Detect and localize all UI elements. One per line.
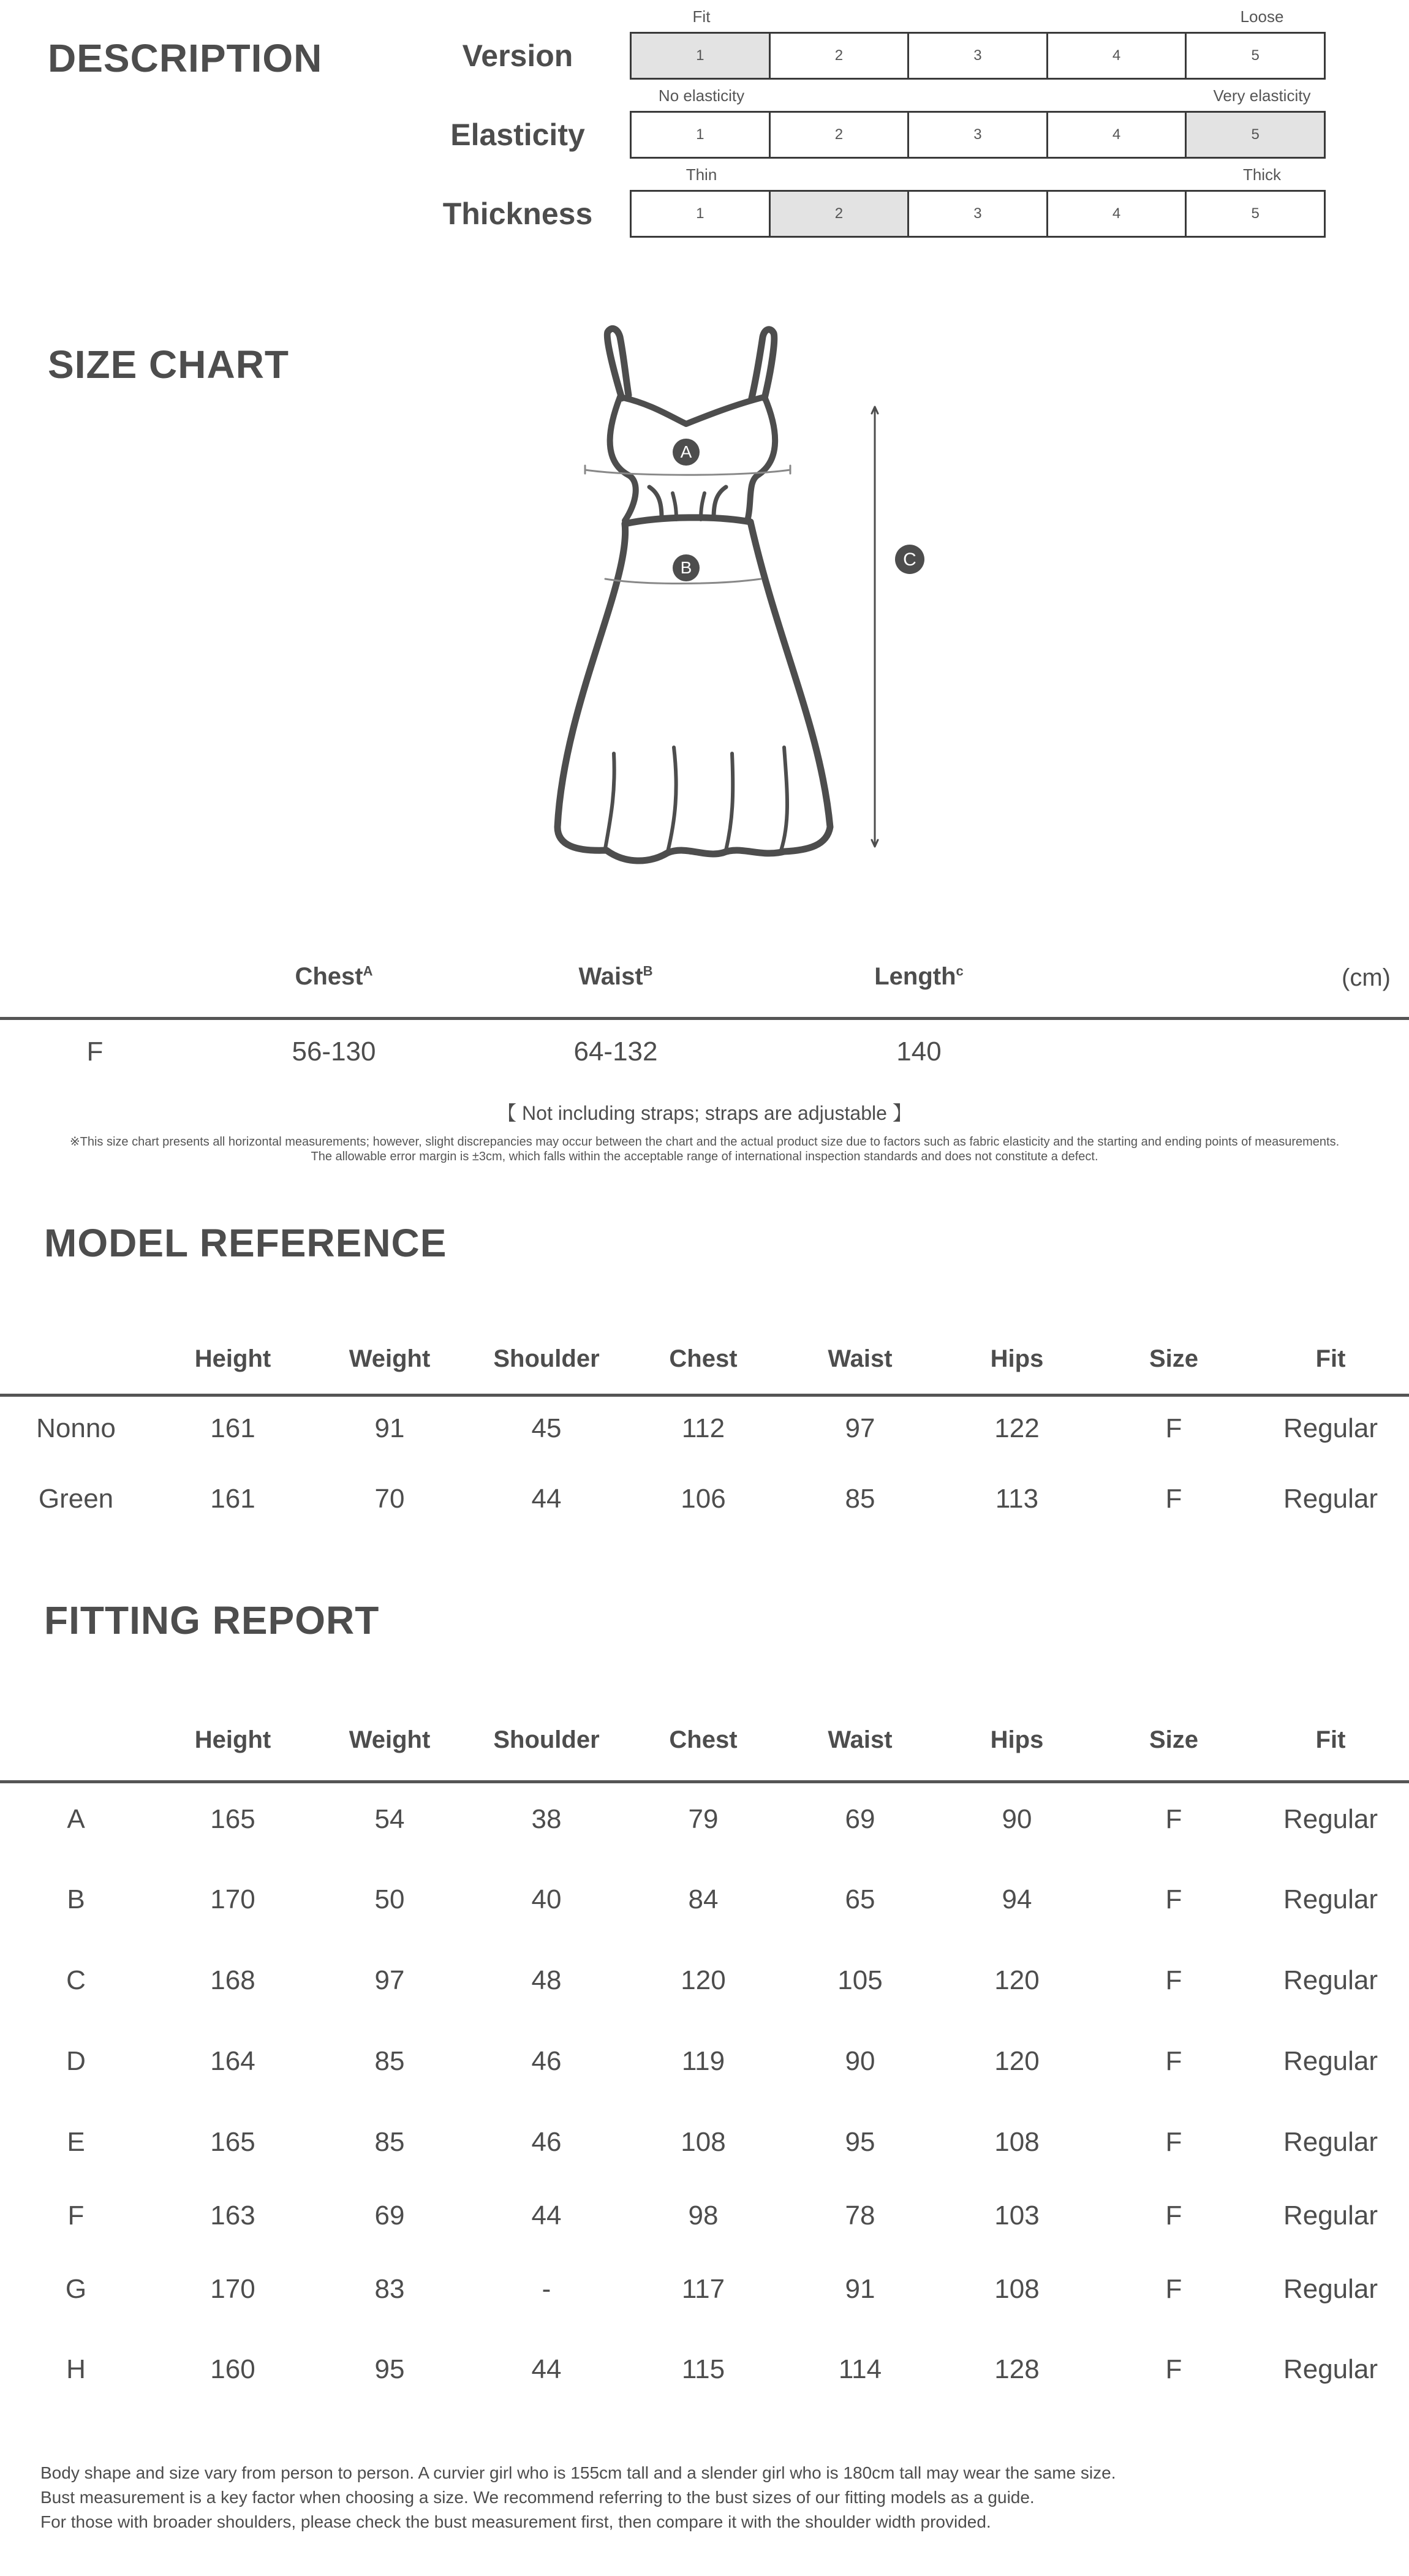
size-chart-title: SIZE CHART <box>48 342 289 387</box>
table-cell: 170 <box>210 2274 255 2304</box>
footer-line-3: For those with broader shoulders, please check the bust measurement first, then compare it with the shoulder width provided. <box>40 2512 991 2531</box>
scale-cell: 2 <box>771 192 910 236</box>
table-cell: 78 <box>845 2200 875 2230</box>
marker-c <box>895 545 924 574</box>
table-cell: 69 <box>845 1804 875 1834</box>
table-cell: 91 <box>845 2274 875 2304</box>
row-label: Green <box>38 1484 114 1514</box>
table-cell: 122 <box>994 1413 1040 1443</box>
table-cell: 95 <box>845 2127 875 2157</box>
column-header: Waist <box>828 1726 893 1753</box>
table-cell: F <box>1165 2274 1182 2304</box>
scale-cell: 2 <box>771 34 910 78</box>
table-cell: 97 <box>845 1413 875 1443</box>
table-cell: 79 <box>688 1804 719 1834</box>
column-header: Chest <box>669 1345 738 1372</box>
table-cell: F <box>1165 2046 1182 2076</box>
table-cell: 108 <box>681 2127 726 2157</box>
table-cell: 54 <box>374 1804 405 1834</box>
table-cell: 65 <box>845 1884 875 1914</box>
table-cell: 161 <box>210 1484 255 1514</box>
table-cell: 168 <box>210 1965 255 1995</box>
table-cell: 112 <box>681 1413 725 1443</box>
scale-cell: 4 <box>1048 34 1187 78</box>
header-chest: Chest$^A$ <box>295 963 373 990</box>
column-header: Fit <box>1315 1726 1346 1753</box>
column-header: Shoulder <box>493 1726 600 1753</box>
table-cell: 165 <box>210 2127 255 2157</box>
table-cell: 46 <box>531 2127 562 2157</box>
table-cell: - <box>542 2274 551 2304</box>
scale-right-hint: Loose <box>1240 7 1284 26</box>
size-value: F <box>86 1037 104 1067</box>
disclaimer-line-1: ※This size chart presents all horizontal measurements; however, slight discrepancies may occur between the chart and the actual product size due to factors such as fabric elasticity and the starting and ending points of measurements. <box>69 1135 1340 1149</box>
rating-scale <box>630 111 1326 159</box>
table-cell: Regular <box>1283 2274 1378 2304</box>
strap-note: 【 Not including straps; straps are adjustable 】 <box>497 1102 912 1124</box>
rating-scale <box>630 32 1326 80</box>
table-cell: 103 <box>994 2200 1040 2230</box>
table-cell: 84 <box>688 1884 719 1914</box>
scale-cell: 1 <box>632 192 771 236</box>
table-cell: Regular <box>1283 2200 1378 2230</box>
table-cell: 163 <box>210 2200 255 2230</box>
scale-cell: 3 <box>909 34 1048 78</box>
table-cell: 108 <box>994 2127 1040 2157</box>
row-label: F <box>67 2200 85 2230</box>
table-cell: 70 <box>374 1484 405 1514</box>
column-header: Hips <box>990 1726 1044 1753</box>
footer-line-2: Bust measurement is a key factor when choosing a size. We recommend referring to the bust sizes of our fitting models as a guide. <box>40 2488 1035 2507</box>
description-row-label: Thickness <box>442 197 593 231</box>
table-cell: 94 <box>1002 1884 1032 1914</box>
scale-cell: 1 <box>632 113 771 157</box>
table-cell: 165 <box>210 1804 255 1834</box>
table-cell: Regular <box>1283 2046 1378 2076</box>
table-cell: 128 <box>994 2354 1040 2384</box>
scale-cell: 1 <box>632 34 771 78</box>
table-cell: 45 <box>531 1413 562 1443</box>
length-value: 140 <box>896 1037 942 1067</box>
table-cell: 90 <box>845 2046 875 2076</box>
table-cell: 170 <box>210 1884 255 1914</box>
disclaimer-line-2: The allowable error margin is ±3cm, which falls within the acceptable range of international inspection standards and does not constitute a defect. <box>311 1150 1098 1163</box>
column-header: Height <box>194 1726 271 1753</box>
column-header: Weight <box>349 1726 431 1753</box>
table-cell: 40 <box>531 1884 562 1914</box>
row-label: H <box>66 2354 86 2384</box>
description-row-label: Version <box>462 39 573 73</box>
scale-right-hint: Very elasticity <box>1213 86 1311 105</box>
column-header: Size <box>1149 1345 1199 1372</box>
column-header: Height <box>194 1345 271 1372</box>
header-waist: Waist$^B$ <box>578 963 653 990</box>
column-header: Chest <box>669 1726 738 1753</box>
column-header: Size <box>1149 1726 1199 1753</box>
fitting-report-title: FITTING REPORT <box>44 1598 380 1642</box>
table-cell: 90 <box>1002 1804 1032 1834</box>
scale-cell: 2 <box>771 113 910 157</box>
svg-text:A: A <box>680 442 692 461</box>
table-cell: 69 <box>374 2200 405 2230</box>
column-header: Fit <box>1315 1345 1346 1372</box>
model-reference-title: MODEL REFERENCE <box>44 1221 447 1265</box>
table-cell: 48 <box>531 1965 562 1995</box>
table-cell: 44 <box>531 2354 562 2384</box>
scale-left-hint: No elasticity <box>658 86 745 105</box>
scale-right-hint: Thick <box>1242 165 1282 184</box>
table-cell: 105 <box>837 1965 883 1995</box>
scale-left-hint: Fit <box>692 7 711 26</box>
scale-cell: 3 <box>909 192 1048 236</box>
table-cell: F <box>1165 1804 1182 1834</box>
scale-cell: 5 <box>1187 113 1324 157</box>
table-cell: F <box>1165 1413 1182 1443</box>
table-cell: 50 <box>374 1884 405 1914</box>
table-cell: 120 <box>994 1965 1040 1995</box>
waist-value: 64-132 <box>573 1037 658 1067</box>
table-cell: 44 <box>531 1484 562 1514</box>
table-cell: 85 <box>374 2127 405 2157</box>
table-cell: 161 <box>210 1413 255 1443</box>
table-cell: Regular <box>1283 1965 1378 1995</box>
scale-cell: 3 <box>909 113 1048 157</box>
table-cell: 85 <box>845 1484 875 1514</box>
row-label: B <box>67 1884 85 1914</box>
row-label: G <box>65 2274 87 2304</box>
column-header: Hips <box>990 1345 1044 1372</box>
marker-b <box>673 554 700 581</box>
table-cell: 85 <box>374 2046 405 2076</box>
table-cell: 98 <box>688 2200 719 2230</box>
row-label: A <box>67 1804 85 1834</box>
scale-cell: 5 <box>1251 47 1260 64</box>
table-cell: 44 <box>531 2200 562 2230</box>
table-cell: 117 <box>681 2274 725 2304</box>
table-cell: 120 <box>994 2046 1040 2076</box>
scale-left-hint: Thin <box>686 165 717 184</box>
row-label: Nonno <box>36 1413 116 1443</box>
table-cell: 160 <box>210 2354 255 2384</box>
table-cell: Regular <box>1283 1884 1378 1914</box>
table-cell: Regular <box>1283 2127 1378 2157</box>
svg-text:B: B <box>680 558 692 577</box>
table-cell: 120 <box>681 1965 726 1995</box>
table-cell: 95 <box>374 2354 405 2384</box>
column-header: Waist <box>828 1345 893 1372</box>
chest-value: 56-130 <box>292 1037 376 1067</box>
table-cell: 114 <box>838 2354 882 2384</box>
column-header: Weight <box>349 1345 431 1372</box>
table-cell: Regular <box>1283 1484 1378 1514</box>
marker-a <box>673 439 700 466</box>
table-cell: 115 <box>681 2354 725 2384</box>
table-cell: F <box>1165 2354 1182 2384</box>
column-header: Shoulder <box>493 1345 600 1372</box>
table-cell: F <box>1165 1884 1182 1914</box>
table-cell: 46 <box>531 2046 562 2076</box>
header-length: Length$^c$ <box>874 963 964 990</box>
table-header-rule <box>0 1780 1409 1783</box>
row-label: E <box>67 2127 85 2157</box>
table-cell: 106 <box>681 1484 726 1514</box>
table-cell: Regular <box>1283 1413 1378 1443</box>
description-title: DESCRIPTION <box>48 36 323 80</box>
table-cell: F <box>1165 2127 1182 2157</box>
footer-line-1: Body shape and size vary from person to person. A curvier girl who is 155cm tall and a slender girl who is 180cm tall may wear the same size. <box>40 2463 1116 2482</box>
table-header-rule <box>0 1394 1409 1397</box>
description-row-label: Elasticity <box>450 118 585 152</box>
table-cell: 108 <box>994 2274 1040 2304</box>
table-cell: Regular <box>1283 2354 1378 2384</box>
scale-cell: 4 <box>1048 113 1187 157</box>
table-cell: 119 <box>681 2046 725 2076</box>
table-cell: Regular <box>1283 1804 1378 1834</box>
table-cell: 97 <box>374 1965 405 1995</box>
scale-cell: 4 <box>1048 192 1187 236</box>
scale-cell: 5 <box>1251 205 1260 222</box>
rating-scale <box>630 190 1326 238</box>
table-cell: 113 <box>995 1484 1039 1514</box>
unit-label: (cm) <box>1342 964 1391 991</box>
table-cell: 164 <box>210 2046 255 2076</box>
table-cell: 91 <box>374 1413 405 1443</box>
dress-diagram <box>539 325 968 876</box>
row-label: C <box>66 1965 86 1995</box>
table-cell: F <box>1165 2200 1182 2230</box>
size-table-rule <box>0 1017 1409 1020</box>
row-label: D <box>66 2046 86 2076</box>
table-cell: 83 <box>374 2274 405 2304</box>
table-cell: F <box>1165 1484 1182 1514</box>
svg-text:C: C <box>903 550 916 570</box>
table-cell: 38 <box>531 1804 562 1834</box>
table-cell: F <box>1165 1965 1182 1995</box>
